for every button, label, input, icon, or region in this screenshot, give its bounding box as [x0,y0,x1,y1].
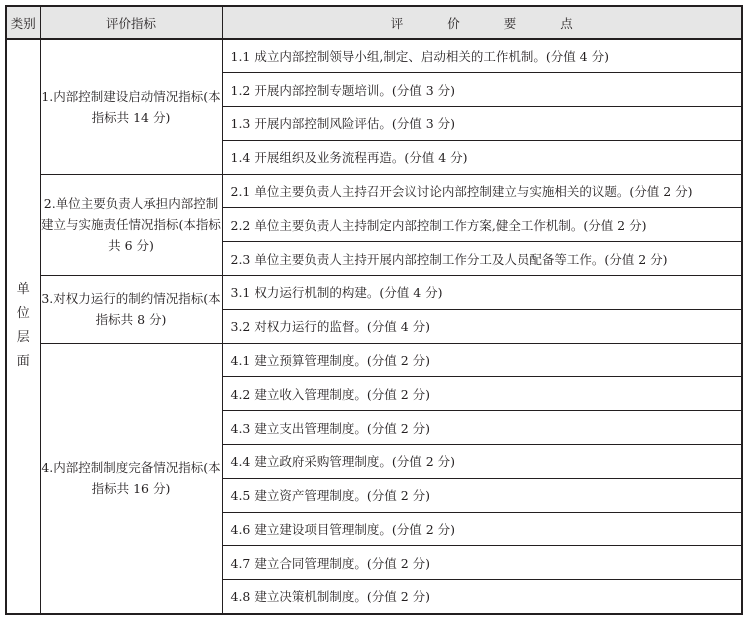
category-cell [6,39,40,614]
table-row [6,276,742,310]
category-char: 层 [16,330,30,346]
evaluation-point: 3.1 权力运行机制的构建。(分值 4 分) [222,276,742,310]
header-points-char: 要 [503,15,517,31]
evaluation-point: 2.3 单位主要负责人主持开展内部控制工作分工及人员配备等工作。(分值 2 分) [222,242,742,276]
table-row [6,174,742,208]
table-row [6,39,742,73]
evaluation-point: 4.8 建立决策机制制度。(分值 2 分) [222,580,742,614]
indicator-cell: 4.内部控制制度完备情况指标(本指标共 16 分) [40,343,222,613]
indicator-cell: 1.内部控制建设启动情况指标(本指标共 14 分) [40,39,222,174]
header-evaluation-points [222,6,742,39]
evaluation-point: 1.4 开展组织及业务流程再造。(分值 4 分) [222,140,742,174]
evaluation-point: 4.1 建立预算管理制度。(分值 2 分) [222,343,742,377]
evaluation-point: 4.3 建立支出管理制度。(分值 2 分) [222,411,742,445]
evaluation-point: 4.7 建立合同管理制度。(分值 2 分) [222,546,742,580]
indicator-cell: 3.对权力运行的制约情况指标(本指标共 8 分) [40,276,222,344]
evaluation-point: 1.3 开展内部控制风险评估。(分值 3 分) [222,107,742,141]
header-points-char: 点 [560,15,573,31]
category-char: 单 [16,282,30,298]
category-char: 面 [16,354,30,370]
evaluation-table-container [5,5,741,613]
indicator-cell: 2.单位主要负责人承担内部控制建立与实施责任情况指标(本指标共 6 分) [40,174,222,275]
evaluation-point: 1.2 开展内部控制专题培训。(分值 3 分) [222,73,742,107]
evaluation-point: 4.4 建立政府采购管理制度。(分值 2 分) [222,445,742,479]
evaluation-point: 2.1 单位主要负责人主持召开会议讨论内部控制建立与实施相关的议题。(分值 2 分) [222,174,742,208]
evaluation-point: 2.2 单位主要负责人主持制定内部控制工作方案,健全工作机制。(分值 2 分) [222,208,742,242]
evaluation-point: 3.2 对权力运行的监督。(分值 4 分) [222,309,742,343]
header-row [6,6,742,39]
evaluation-point: 4.6 建立建设项目管理制度。(分值 2 分) [222,512,742,546]
evaluation-point: 4.2 建立收入管理制度。(分值 2 分) [222,377,742,411]
header-indicator: 评价指标 [40,6,222,39]
table-row [6,343,742,377]
evaluation-table [5,5,743,615]
category-char: 位 [16,306,30,322]
header-points-char: 价 [447,15,460,31]
header-category: 类别 [6,6,40,39]
header-points-char: 评 [390,15,404,31]
evaluation-point: 1.1 成立内部控制领导小组,制定、启动相关的工作机制。(分值 4 分) [222,39,742,73]
evaluation-point: 4.5 建立资产管理制度。(分值 2 分) [222,478,742,512]
